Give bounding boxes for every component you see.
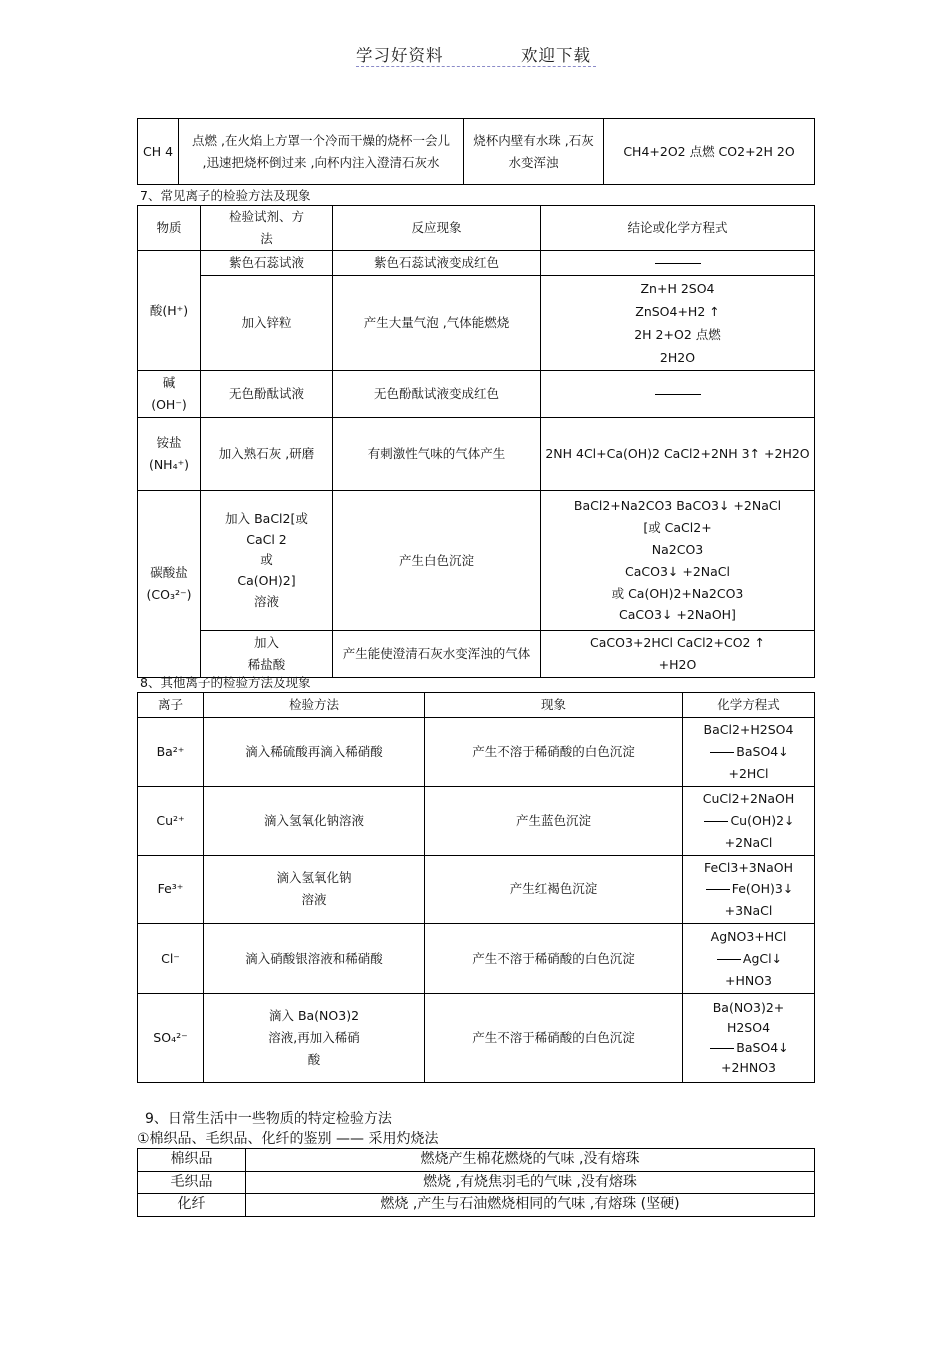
fabric-desc: 燃烧 ,产生与石油燃烧相同的气味 ,有熔珠 (坚硬) — [246, 1194, 815, 1217]
carbonate-method-line: Ca(OH)2] — [237, 572, 296, 588]
ion-eq-line: Cu(OH)2↓ — [686, 810, 811, 832]
ch4-table — [137, 118, 815, 185]
ion-eq-line: Fe(OH)3↓ — [686, 878, 811, 900]
ion-eq-line: Ba(NO3)2+ — [712, 1000, 785, 1016]
carbonate-phenomenon-2: 产生能使澄清石灰水变浑浊的气体 — [333, 631, 541, 678]
s8-header-phenomenon: 现象 — [425, 693, 683, 718]
ammonium-label-line: 铵盐 — [156, 435, 182, 451]
acid-label: 酸(H⁺) — [138, 251, 201, 371]
ion-eq-line: +HNO3 — [724, 972, 772, 988]
ion-method: 滴入氢氧化钠溶液 — [204, 855, 425, 924]
ion-eq-line: +3NaCl — [724, 903, 773, 919]
s8-header-equation: 化学方程式 — [683, 693, 815, 718]
acid-method-2: 加入锌粒 — [201, 275, 333, 371]
ion-eq-line: AgCl↓ — [686, 948, 811, 970]
carbonate-method-1 — [201, 491, 333, 631]
s8-header-ion: 离子 — [138, 693, 204, 718]
ion-phenomenon: 产生不溶于稀硝酸的白色沉淀 — [425, 924, 683, 994]
ion-eq-line: +2HNO3 — [721, 1060, 776, 1076]
acid-phenomenon-2: 产生大量气泡 ,气体能燃烧 — [333, 275, 541, 371]
ion-cell: Fe³⁺ — [138, 855, 204, 924]
s8-header-method: 检验方法 — [204, 693, 425, 718]
carbonate-eq-line: CaCO3+2HCl CaCl2+CO2 ↑ — [590, 635, 765, 651]
base-equation — [541, 371, 815, 418]
ion-phenomenon: 产生不溶于稀硝酸的白色沉淀 — [425, 994, 683, 1083]
carbonate-method-line: 加入 — [253, 635, 279, 651]
equals-bar — [717, 959, 741, 960]
acid-eq-line: 2H2O — [659, 350, 696, 366]
equals-bar — [710, 752, 734, 753]
carbonate-eq-line: CaCO3↓ +2NaOH] — [619, 607, 736, 623]
carbonate-eq-line: +H2O — [658, 657, 697, 672]
header-left: 学习好资料 — [356, 46, 444, 65]
ammonium-label — [138, 418, 201, 491]
ammonium-equation: 2NH 4Cl+Ca(OH)2 CaCl2+2NH 3↑ +2H2O — [541, 418, 815, 491]
carbonate-eq-line: 或 Ca(OH)2+Na2CO3 — [611, 585, 744, 601]
ion-method: 滴入硝酸银溶液和稀硝酸 — [204, 924, 425, 994]
carbonate-method-line: 溶液 — [253, 593, 279, 609]
ion-phenomenon: 产生蓝色沉淀 — [425, 786, 683, 855]
carbonate-method-line: CaCl 2 — [246, 531, 287, 547]
base-label-line: (OH⁻) — [151, 397, 187, 413]
ammonium-label-line: (NH₄⁺) — [148, 457, 190, 473]
carbonate-eq-line: CaCO3↓ +2NaCl — [625, 563, 730, 579]
section9-table — [137, 1148, 815, 1217]
base-label-line: 碱 — [162, 375, 176, 391]
carbonate-equation-2 — [541, 631, 815, 678]
header-right: 欢迎下载 — [521, 46, 591, 65]
ion-method: 滴入氢氧化钠溶液 — [204, 786, 425, 855]
carbonate-eq-line: BaCl2+Na2CO3 BaCO3↓ +2NaCl — [573, 498, 782, 513]
ion-method: 滴入稀硫酸再滴入稀硝酸 — [204, 717, 425, 786]
section7-table — [137, 205, 815, 678]
carbonate-method-line: 加入 BaCl2[或 — [225, 511, 308, 527]
carbonate-equation-1 — [541, 491, 815, 631]
ion-phenomenon: 产生红褐色沉淀 — [425, 855, 683, 924]
section8-table — [137, 692, 815, 1083]
acid-eq-line: 2H 2+O2 点燃 — [634, 327, 721, 343]
equals-bar — [704, 821, 728, 822]
ion-eq-line: FeCl3+3NaOH — [703, 859, 794, 875]
section9-title: 9、日常生活中一些物质的特定检验方法 — [145, 1111, 392, 1127]
acid-phenomenon-1: 紫色石蕊试液变成红色 — [333, 251, 541, 276]
carbonate-label-line: 碳酸盐 — [150, 565, 188, 581]
ion-cell: Cu²⁺ — [138, 786, 204, 855]
ch4-method: 点燃 ,在火焰上方罩一个冷而干燥的烧杯一会儿 ,迅速把烧杯倒过来 ,向杯内注入澄清石灰水 — [179, 119, 464, 185]
section9-subtitle: ①棉织品、毛织品、化纤的鉴别 —— 采用灼烧法 — [137, 1131, 439, 1147]
ch4-substance: CH 4 — [138, 119, 179, 185]
ion-equation — [683, 994, 815, 1083]
acid-eq-line: Zn+H 2SO4 — [640, 280, 715, 296]
base-method: 无色酚酞试液 — [201, 371, 333, 418]
carbonate-label — [138, 491, 201, 678]
ammonium-method: 加入熟石灰 ,研磨 — [201, 418, 333, 491]
ion-equation — [683, 717, 815, 786]
fabric-name: 棉织品 — [138, 1149, 246, 1172]
s7-header-phenomenon: 反应现象 — [333, 206, 541, 251]
base-label — [138, 371, 201, 418]
carbonate-eq-line: Na2CO3 — [651, 541, 704, 557]
fabric-desc: 燃烧 ,有烧焦羽毛的气味 ,没有熔珠 — [246, 1171, 815, 1194]
ion-eq-line: BaSO4↓ — [686, 1038, 811, 1058]
ion-eq-line: +2HCl — [728, 765, 769, 781]
ion-eq-line: CuCl2+2NaOH — [702, 790, 795, 806]
fabric-desc: 燃烧产生棉花燃烧的气味 ,没有熔珠 — [246, 1149, 815, 1172]
section8-title: 8、其他离子的检验方法及现象 — [140, 675, 311, 690]
acid-method-1: 紫色石蕊试液 — [201, 251, 333, 276]
ion-eq-line: BaSO4↓ — [686, 741, 811, 763]
ion-cell: Cl⁻ — [138, 924, 204, 994]
fabric-name: 毛织品 — [138, 1171, 246, 1194]
s7-header-method: 检验试剂、方法 — [201, 206, 333, 251]
ion-method: 滴入 Ba(NO3)2溶液,再加入稀硝酸 — [204, 994, 425, 1083]
ion-cell: SO₄²⁻ — [138, 994, 204, 1083]
acid-eq-line: ZnSO4+H2 ↑ — [635, 304, 720, 319]
carbonate-phenomenon-1: 产生白色沉淀 — [333, 491, 541, 631]
equals-bar — [706, 889, 730, 890]
ion-phenomenon: 产生不溶于稀硝酸的白色沉淀 — [425, 717, 683, 786]
acid-equation-2 — [541, 275, 815, 371]
ion-equation — [683, 855, 815, 924]
ion-eq-line: H2SO4 — [726, 1020, 771, 1036]
s7-header-substance: 物质 — [138, 206, 201, 251]
base-phenomenon: 无色酚酞试液变成红色 — [333, 371, 541, 418]
ammonium-phenomenon: 有刺激性气味的气体产生 — [333, 418, 541, 491]
fabric-name: 化纤 — [138, 1194, 246, 1217]
equals-bar — [710, 1048, 734, 1049]
ch4-phenomenon: 烧杯内壁有水珠 ,石灰水变浑浊 — [464, 119, 604, 185]
ion-equation — [683, 786, 815, 855]
section7-title: 7、常见离子的检验方法及现象 — [140, 188, 311, 203]
acid-equation-1 — [541, 251, 815, 276]
s7-header-equation: 结论或化学方程式 — [541, 206, 815, 251]
ch4-equation: CH4+2O2 点燃 CO2+2H 2O — [604, 119, 815, 185]
ion-eq-line: BaCl2+H2SO4 — [703, 722, 794, 738]
carbonate-method-line: 稀盐酸 — [247, 657, 286, 672]
carbonate-method-line: 或 — [260, 552, 273, 568]
carbonate-method-2 — [201, 631, 333, 678]
ion-cell: Ba²⁺ — [138, 717, 204, 786]
ion-equation — [683, 924, 815, 994]
carbonate-eq-line: [或 CaCl2+ — [643, 519, 712, 535]
ion-eq-line: AgNO3+HCl — [710, 928, 787, 944]
carbonate-label-line: (CO₃²⁻) — [146, 587, 192, 602]
ion-eq-line: +2NaCl — [724, 834, 773, 850]
page-header — [356, 40, 596, 67]
